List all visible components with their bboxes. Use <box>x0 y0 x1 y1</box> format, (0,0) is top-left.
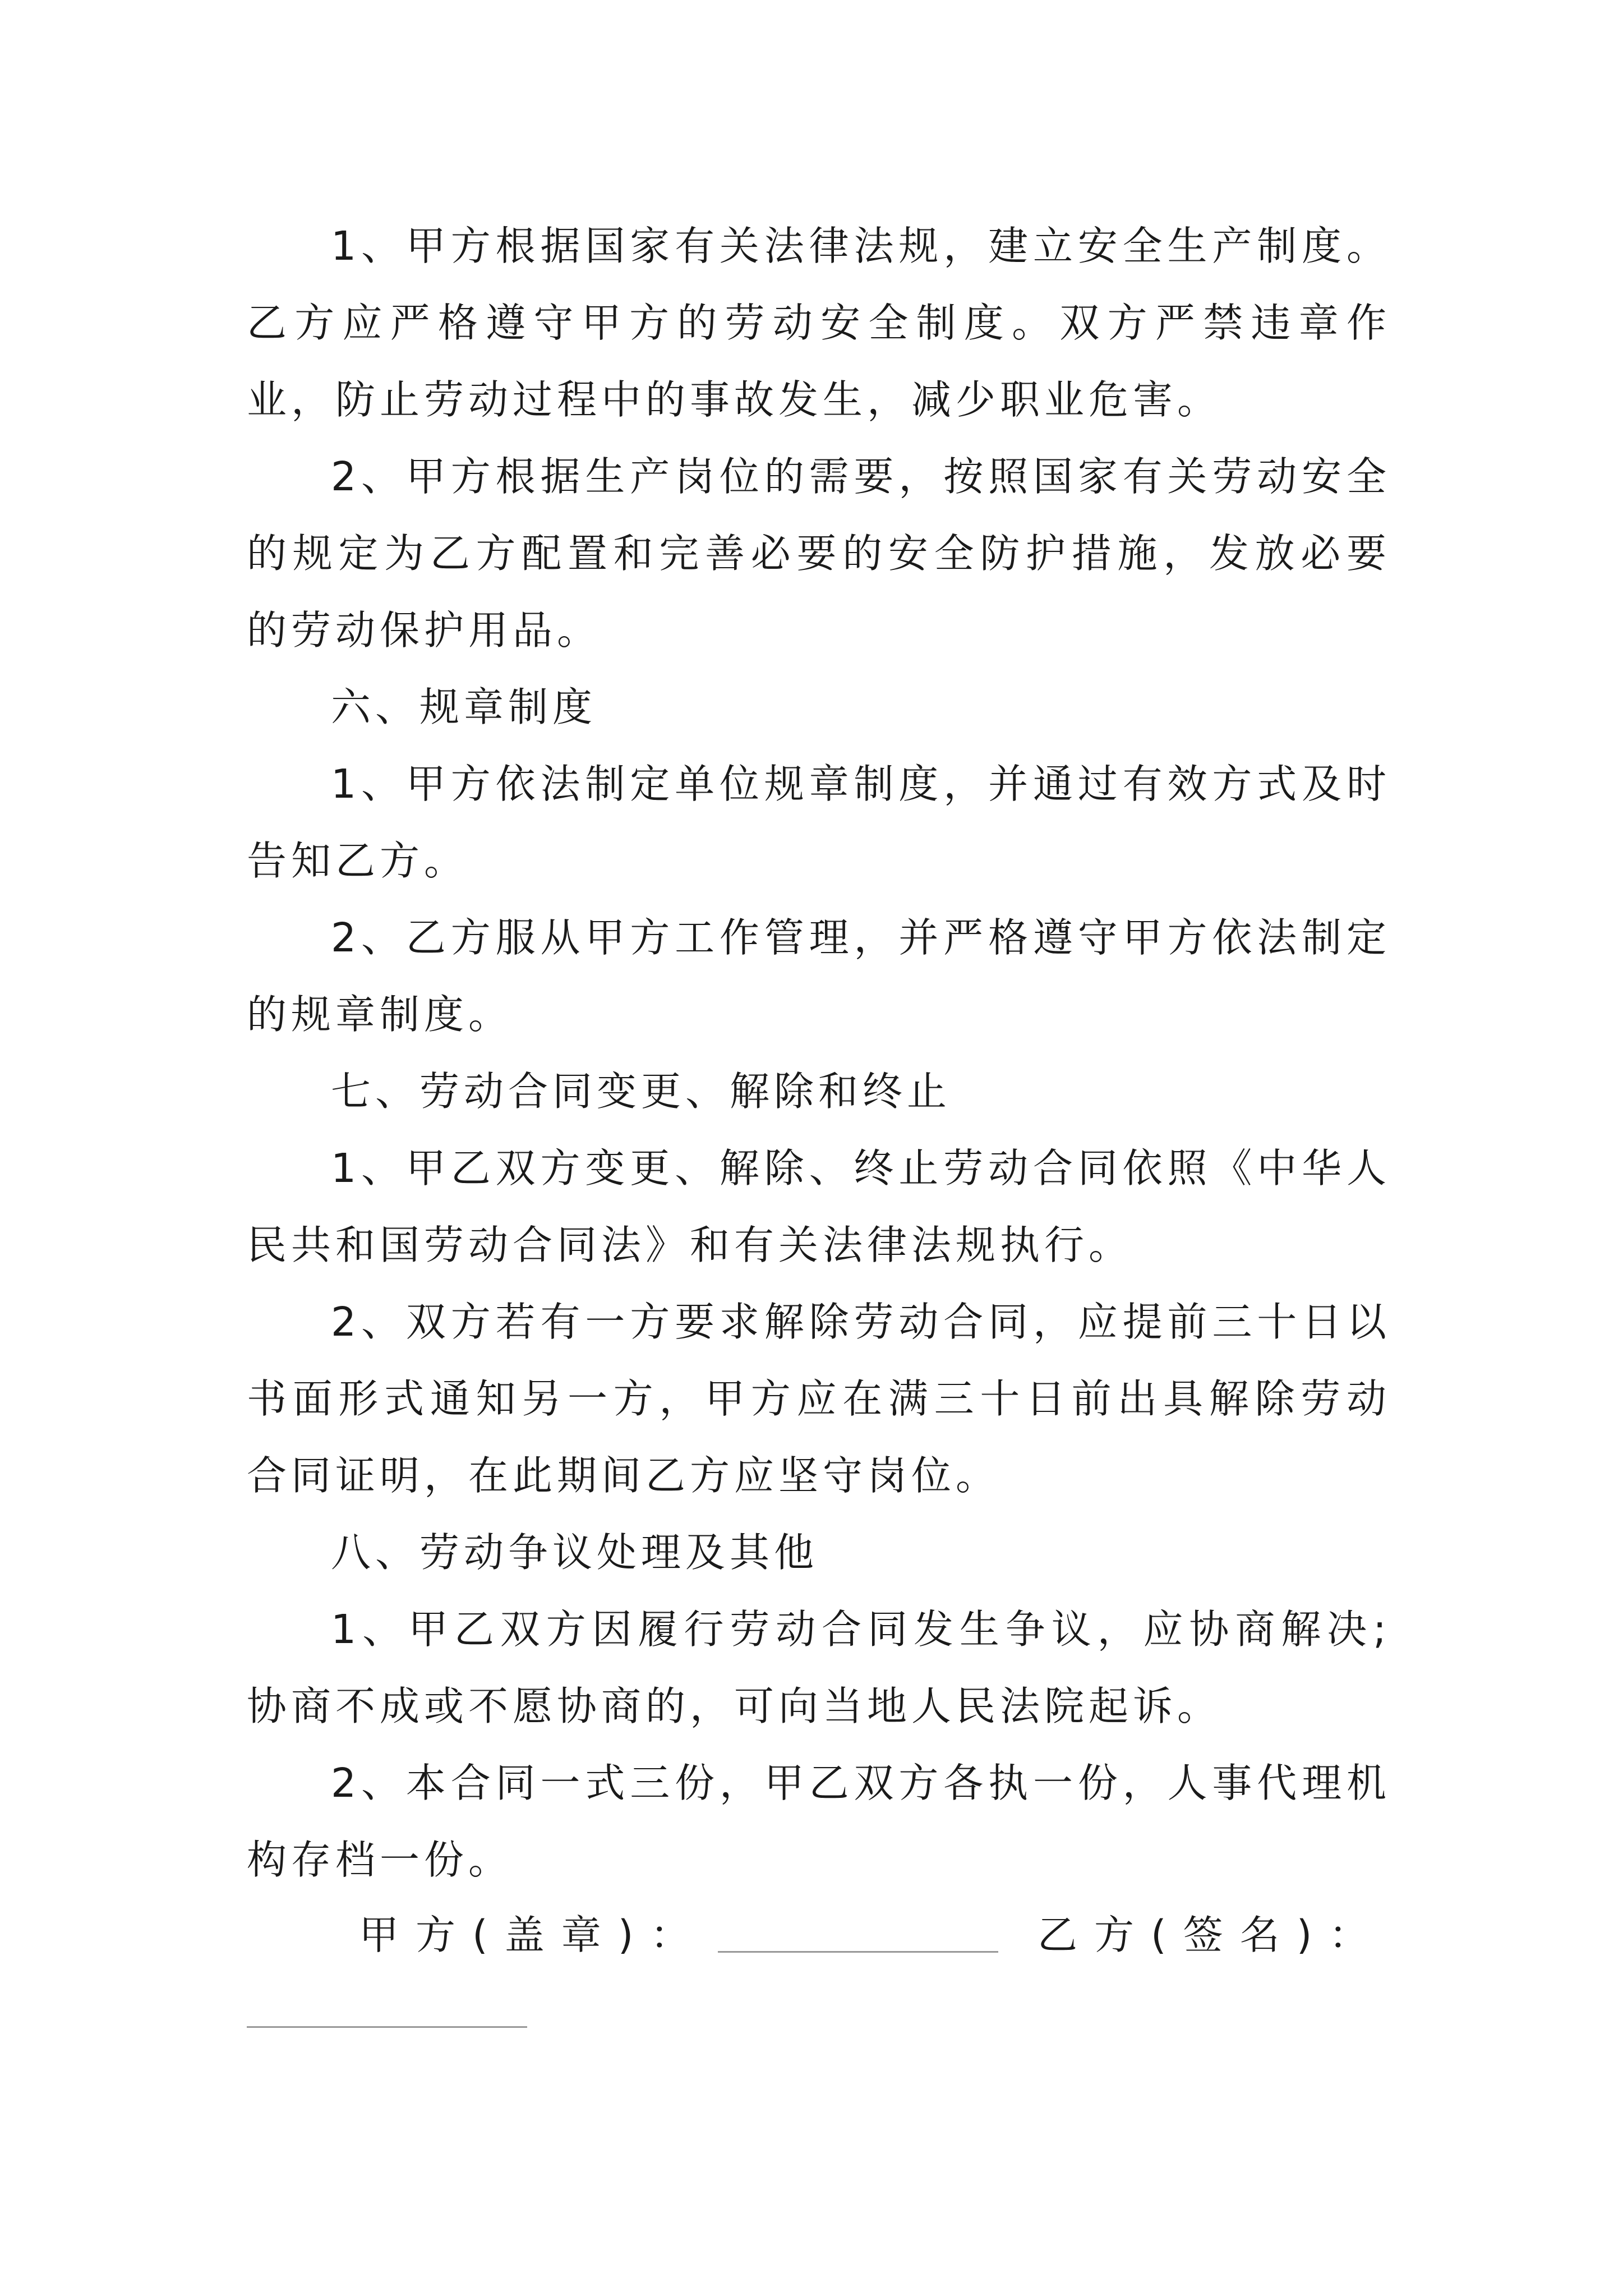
party-b-signature-line <box>247 2026 527 2028</box>
signature-row <box>359 1904 1396 1966</box>
section-heading-contract-changes: 七、劳动合同变更、解除和终止 <box>331 1068 952 1115</box>
contract-body <box>247 208 1391 1898</box>
clause-7-2: 2、双方若有一方要求解除劳动合同，应提前三十日以书面形式通知另一方，甲方应在满三十日前出具解除劳动合同证明，在此期间乙方应坚守岗位。 <box>247 1299 1391 1499</box>
clause-5-2: 2、甲方根据生产岗位的需要，按照国家有关劳动安全的规定为乙方配置和完善必要的安全防护措施，发放必要的劳动保护用品。 <box>247 453 1391 654</box>
section-heading-disputes: 八、劳动争议处理及其他 <box>331 1529 819 1576</box>
clause-6-2: 2、乙方服从甲方工作管理，并严格遵守甲方依法制定的规章制度。 <box>247 914 1391 1038</box>
clause-7-1: 1、甲乙双方变更、解除、终止劳动合同依照《中华人民共和国劳动合同法》和有关法律法规执行。 <box>247 1145 1391 1268</box>
party-a-signature-line <box>718 1951 998 1953</box>
party-b-signature-label: 乙方(签名)： <box>1038 1912 1386 1958</box>
clause-6-1: 1、甲方依法制定单位规章制度，并通过有效方式及时告知乙方。 <box>247 761 1391 884</box>
party-a-seal-label: 甲方(盖章)： <box>359 1912 707 1958</box>
section-heading-rules: 六、规章制度 <box>331 684 597 730</box>
clause-8-1: 1、甲乙双方因履行劳动合同发生争议，应协商解决;协商不成或不愿协商的，可向当地人民法院起诉。 <box>247 1606 1391 1729</box>
clause-5-1: 1、甲方根据国家有关法律法规，建立安全生产制度。乙方应严格遵守甲方的劳动安全制度。双方严禁违章作业，防止劳动过程中的事故发生，减少职业危害。 <box>247 223 1391 423</box>
clause-8-2: 2、本合同一式三份，甲乙双方各执一份，人事代理机构存档一份。 <box>247 1760 1391 1883</box>
